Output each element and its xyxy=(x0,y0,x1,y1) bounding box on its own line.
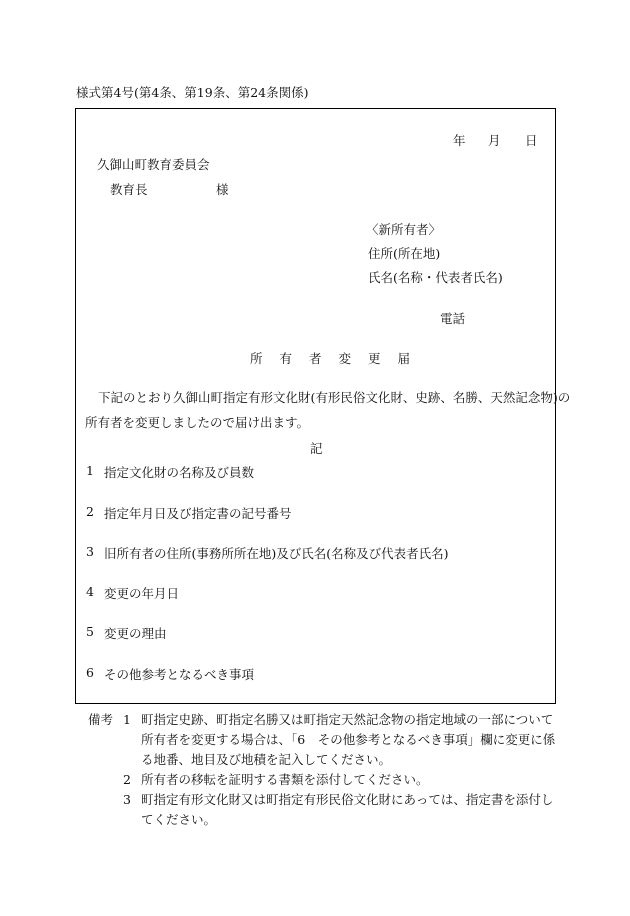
item-2-number: 2 xyxy=(86,504,94,519)
item-2-text: 指定年月日及び指定書の記号番号 xyxy=(104,506,292,521)
applicant-name-label: 氏名(名称・代表者氏名) xyxy=(368,270,503,285)
item-3-number: 3 xyxy=(86,544,94,559)
remark-2 xyxy=(88,770,558,790)
remark-1-text: 町指定史跡、町指定名勝又は町指定天然記念物の指定地域の一部について所有者を変更する場合は、「6 その他参考となるべき事項」欄に変更に係る地番、地目及び地積を記入してください。 xyxy=(141,712,556,767)
date-year-label: 年 xyxy=(453,133,466,148)
item-5-number: 5 xyxy=(86,624,94,639)
item-3-text: 旧所有者の住所(事務所所在地)及び氏名(名称及び代表者氏名) xyxy=(104,546,449,561)
form-number-header: 様式第4号(第4条、第19条、第24条関係) xyxy=(76,85,309,100)
item-1-text: 指定文化財の名称及び員数 xyxy=(104,465,255,480)
remark-3-number: 3 xyxy=(123,792,131,807)
remark-1 xyxy=(88,710,558,770)
ki-label: 記 xyxy=(310,441,323,456)
date-month-label: 月 xyxy=(488,133,501,148)
remark-3-text: 町指定有形文化財又は町指定有形民俗文化財にあっては、指定書を添付してください。 xyxy=(141,792,554,827)
remark-1-number: 1 xyxy=(123,712,131,727)
body-line-2: 所有者を変更しましたので届け出ます。 xyxy=(85,415,310,430)
item-5-text: 変更の理由 xyxy=(104,626,167,641)
remarks-label: 備考 xyxy=(88,712,114,727)
item-1-number: 1 xyxy=(86,463,94,478)
item-6-text: その他参考となるべき事項 xyxy=(104,667,255,682)
document-title: 所有者変更届 xyxy=(250,351,428,366)
addressee-title: 教育長 xyxy=(110,182,148,197)
applicant-heading: 〈新所有者〉 xyxy=(366,222,442,237)
date-day-label: 日 xyxy=(525,133,538,148)
addressee-org: 久御山町教育委員会 xyxy=(97,157,210,172)
remarks-section xyxy=(88,710,558,830)
applicant-phone-label: 電話 xyxy=(440,311,466,326)
applicant-address-label: 住所(所在地) xyxy=(368,246,441,261)
item-4-number: 4 xyxy=(86,584,94,599)
remark-3 xyxy=(88,790,558,830)
form-frame xyxy=(75,108,571,704)
remark-2-text: 所有者の移転を証明する書類を添付してください。 xyxy=(141,772,429,787)
remark-2-number: 2 xyxy=(123,772,131,787)
addressee-honorific: 様 xyxy=(216,182,229,197)
item-6-number: 6 xyxy=(86,665,94,680)
body-line-1: 下記のとおり久御山町指定有形文化財(有形民俗文化財、史跡、名勝、天然記念物)の xyxy=(98,390,571,405)
item-4-text: 変更の年月日 xyxy=(104,586,180,601)
